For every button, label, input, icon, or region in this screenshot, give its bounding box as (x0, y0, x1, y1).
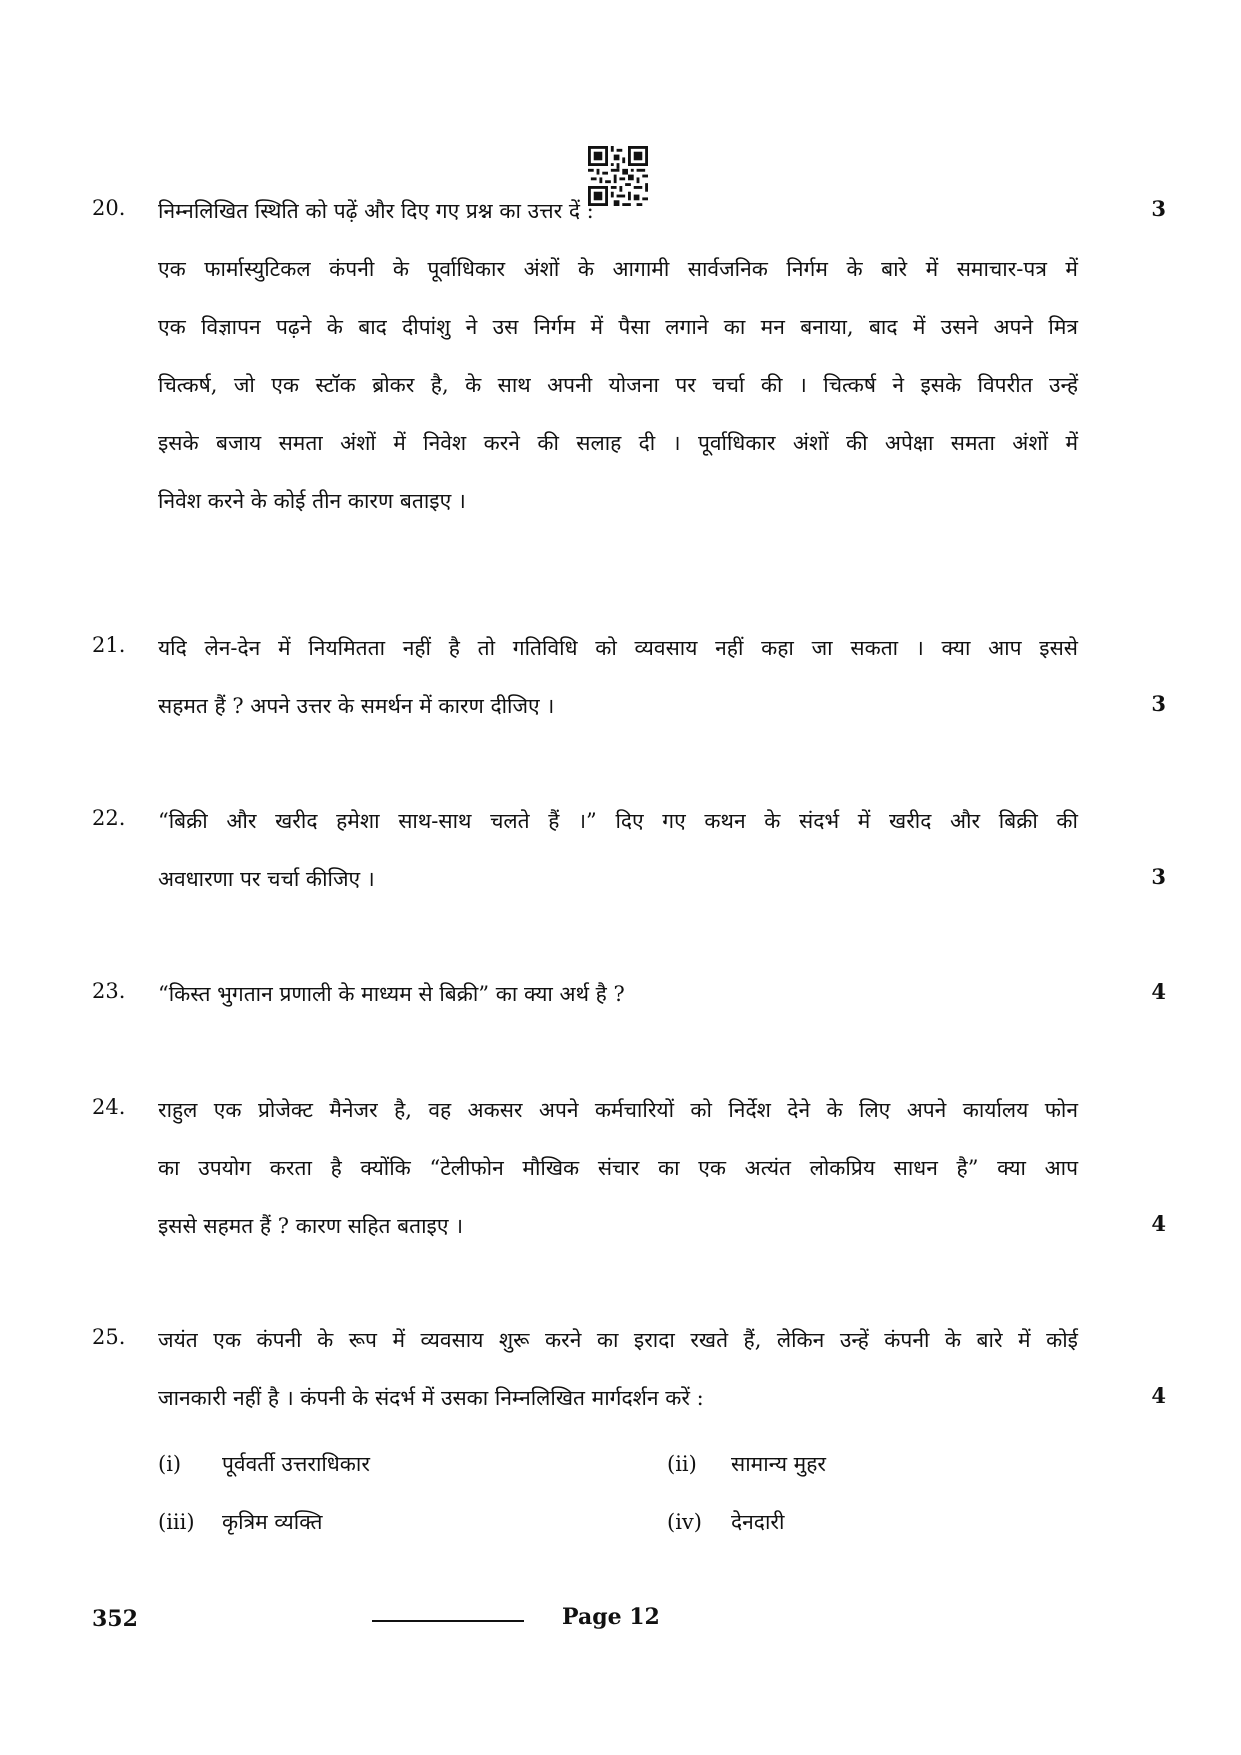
question-marks: 4 (1151, 979, 1166, 1004)
option-text: कृत्रिम व्यक्ति (222, 1510, 323, 1534)
question-marks: 3 (1151, 691, 1166, 716)
question-line: “बिक्री और खरीद हमेशा साथ-साथ चलते हैं ।” दिए गए कथन के संदर्भ में खरीद और बिक्री की (158, 809, 1078, 833)
option-item (158, 1508, 322, 1536)
question-line: निवेश करने के कोई तीन कारण बताइए । (158, 489, 466, 513)
question-text (158, 806, 1078, 922)
question-marks: 3 (1151, 864, 1166, 889)
question-text (158, 979, 1078, 1037)
question-marks: 3 (1151, 196, 1166, 221)
question-number: 23. (92, 979, 126, 1003)
page-number: Page 12 (562, 1604, 660, 1630)
option-label: (iv) (667, 1510, 702, 1534)
question-line: चित्कर्ष, जो एक स्टॉक ब्रोकर है, के साथ अपनी योजना पर चर्चा की । चित्कर्ष ने इसके विपरीत उन्हें (158, 373, 1078, 397)
question-number: 20. (92, 196, 126, 220)
option-item (158, 1450, 370, 1478)
option-text: देनदारी (731, 1510, 785, 1534)
question-marks: 4 (1151, 1383, 1166, 1408)
question-line: “किस्त भुगतान प्रणाली के माध्यम से बिक्री” का क्या अर्थ है ? (158, 982, 625, 1006)
question-line: राहुल एक प्रोजेक्ट मैनेजर है, वह अकसर अपने कर्मचारियों को निर्देश देने के लिए अपने कार्यालय फोन (158, 1098, 1078, 1122)
question-number: 24. (92, 1095, 126, 1119)
question-marks: 4 (1151, 1211, 1166, 1236)
question-line: एक फार्मास्युटिकल कंपनी के पूर्वाधिकार अंशों के आगामी सार्वजनिक निर्गम के बारे में समाचार-पत्र में (158, 257, 1078, 281)
question-text (158, 633, 1078, 749)
question-line: इससे सहमत हैं ? कारण सहित बताइए । (158, 1214, 464, 1238)
question-line: निम्नलिखित स्थिति को पढ़ें और दिए गए प्रश्न का उत्तर दें : (158, 199, 594, 223)
option-item (667, 1450, 826, 1478)
question-line: जानकारी नहीं है । कंपनी के संदर्भ में उसका निम्नलिखित मार्गदर्शन करें : (158, 1386, 704, 1410)
paper-code: 352 (92, 1606, 138, 1632)
question-line: का उपयोग करता है क्योंकि “टेलीफोन मौखिक संचार का एक अत्यंत लोकप्रिय साधन है” क्या आप (158, 1156, 1078, 1180)
question-line: एक विज्ञापन पढ़ने के बाद दीपांशु ने उस निर्गम में पैसा लगाने का मन बनाया, बाद में उसने अपने मित्र (158, 315, 1078, 339)
option-text: सामान्य मुहर (731, 1452, 826, 1476)
question-number: 21. (92, 633, 126, 657)
option-text: पूर्ववर्ती उत्तराधिकार (222, 1452, 370, 1476)
question-text (158, 1095, 1078, 1269)
question-line: सहमत हैं ? अपने उत्तर के समर्थन में कारण दीजिए । (158, 694, 555, 718)
question-number: 25. (92, 1325, 126, 1349)
question-text (158, 1325, 1078, 1441)
question-text (158, 196, 1078, 544)
footer-divider (372, 1620, 524, 1622)
option-label: (i) (158, 1452, 182, 1476)
question-line: जयंत एक कंपनी के रूप में व्यवसाय शुरू करने का इरादा रखते हैं, लेकिन उन्हें कंपनी के बारे में कोई (158, 1328, 1078, 1352)
option-label: (ii) (667, 1452, 697, 1476)
question-line: यदि लेन-देन में नियमितता नहीं है तो गतिविधि को व्यवसाय नहीं कहा जा सकता । क्या आप इससे (158, 636, 1078, 660)
question-number: 22. (92, 806, 126, 830)
option-item (667, 1508, 784, 1536)
question-line: अवधारणा पर चर्चा कीजिए । (158, 867, 375, 891)
question-line: इसके बजाय समता अंशों में निवेश करने की सलाह दी । पूर्वाधिकार अंशों की अपेक्षा समता अंशों में (158, 431, 1078, 455)
option-label: (iii) (158, 1510, 195, 1534)
